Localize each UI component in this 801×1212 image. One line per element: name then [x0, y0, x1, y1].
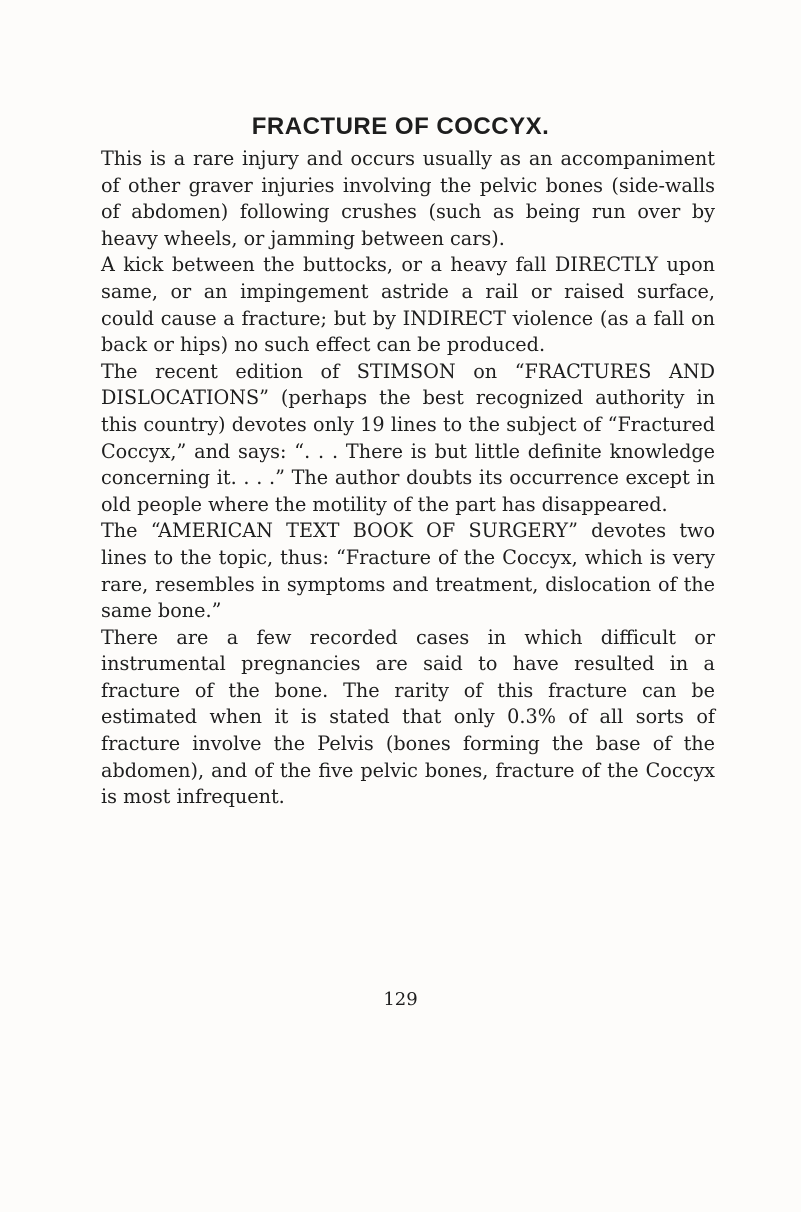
paragraph-3: The recent edition of STIMSON on “FRACTURES AND DISLOCATIONS” (perhaps the best recognized authority in this country) devotes only 19 lines to the subject of “Fractured Coccyx,” and says: “. . . There is but little definite knowledge concerning it. . . .” The author doubts its occurrence except in old people where the motility of the part has disappeared. — [101, 359, 715, 516]
paragraph-5: There are a few recorded cases in which difficult or instrumental pregnancies are said to have resulted in a fracture of the bone. The rarity of this fracture can be estimated when it is stated that only 0.3% of all sorts of fracture involve the Pelvis (bones forming the base of the abdomen), and of the five pelvic bones, fracture of the Coccyx is most infrequent. — [101, 625, 715, 809]
page-number: 129 — [383, 989, 418, 1010]
body-text — [101, 146, 715, 811]
page-title: FRACTURE OF COCCYX. — [251, 113, 550, 140]
paragraph-1: This is a rare injury and occurs usually as an accompaniment of other graver injuries involving the pelvic bones (side-walls of abdomen) following crushes (such as being run over by heavy wheels, or jamming between cars). — [101, 147, 715, 250]
paragraph-2: A kick between the buttocks, or a heavy fall DIRECTLY upon same, or an impingement astride a rail or raised surface, could cause a fracture; but by INDIRECT violence (as a fall on back or hips) no such effect can be produced. — [101, 253, 715, 357]
paragraph-4: The “AMERICAN TEXT BOOK OF SURGERY” devotes two lines to the topic, thus: “Fracture of the Coccyx, which is very rare, resembles in symptoms and treatment, dislocation of the same bone.” — [101, 519, 715, 623]
